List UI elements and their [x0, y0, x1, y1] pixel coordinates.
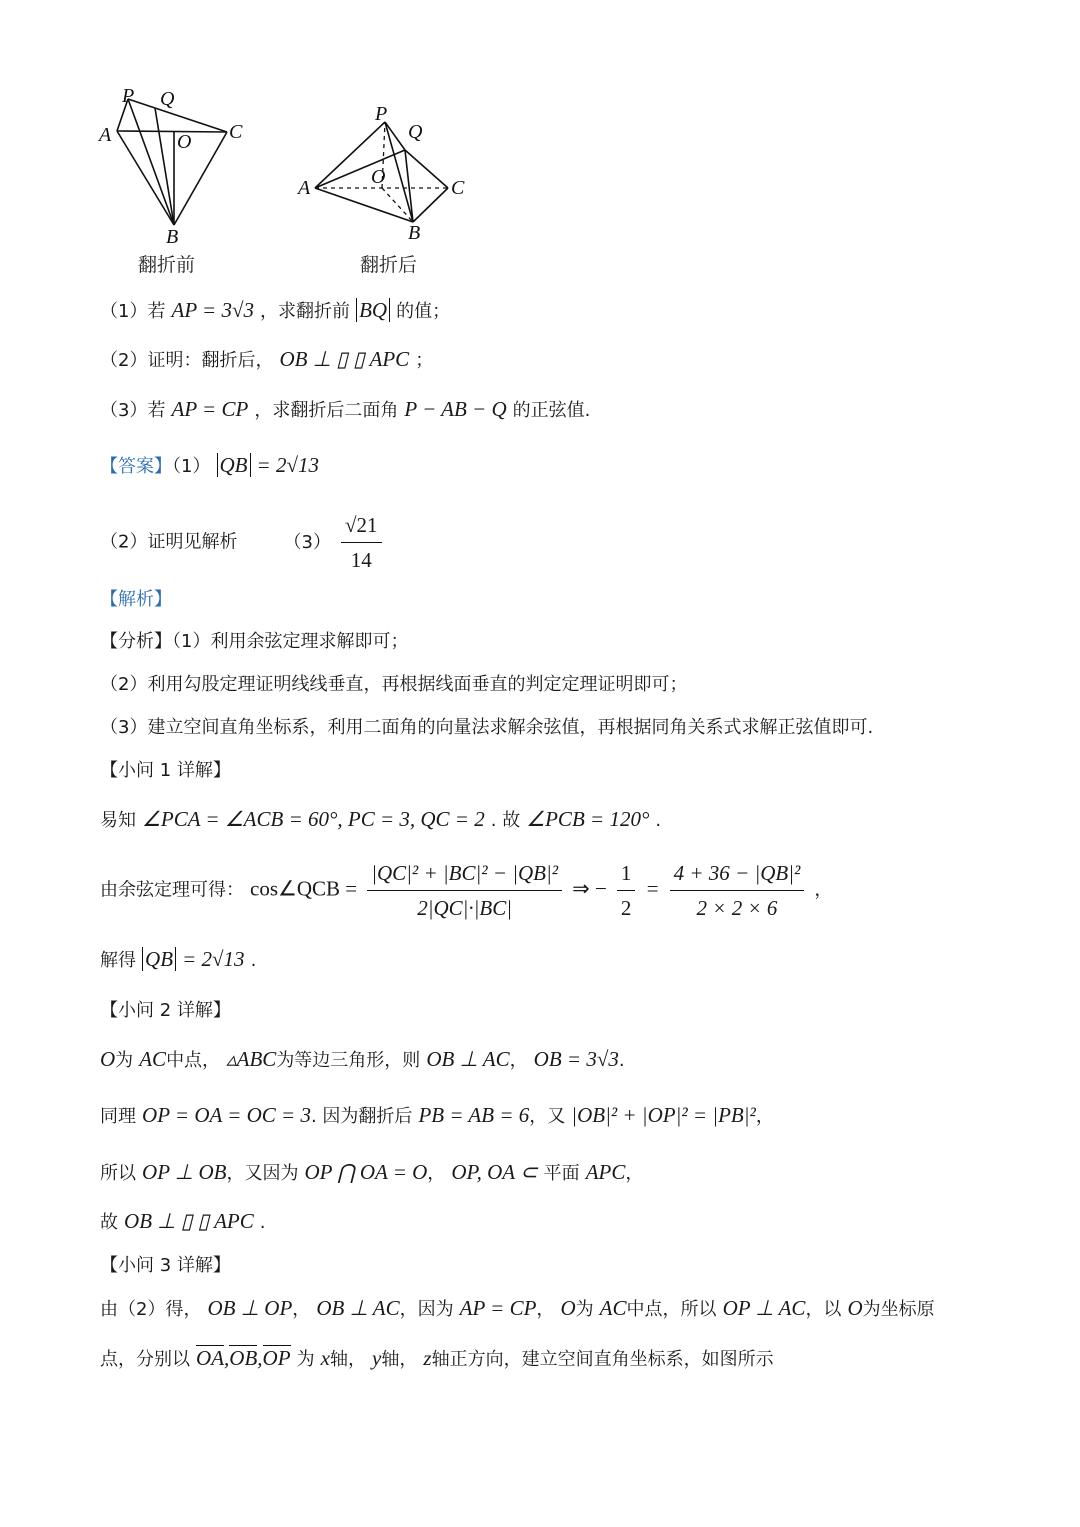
edge-AQ	[315, 150, 405, 188]
half-fraction: $\frac{1}{2}$	[617, 858, 636, 923]
edge-QB	[405, 150, 413, 222]
value-fraction: $\frac{\text{4 + 36 − |QB|²}}{2 \times 2 \times 6}$	[670, 858, 805, 923]
analysis-f2: （2）利用勾股定理证明线线垂直，再根据线面垂直的判定定理证明即可；	[100, 674, 688, 695]
part1-line-1: 易知 ∠PCA = ∠ACB = 60°, PC = 3, QC = 2 . 故 ∠PCB = 120° .	[100, 807, 662, 831]
label-Q: Q	[160, 88, 175, 110]
label-A: A	[298, 177, 311, 199]
part1-line-3: 解得 QB = 2√13 .	[100, 947, 257, 971]
figure-after-caption: 翻折后	[360, 254, 418, 276]
label-O: O	[371, 166, 386, 188]
edge-PQ	[385, 122, 405, 150]
edge-QC	[405, 150, 448, 188]
label-P: P	[375, 103, 388, 125]
question-2: （2）证明：翻折后， OB ⊥ ▯ ▯ APC ；	[100, 347, 434, 371]
figure-after-folding	[295, 100, 475, 245]
part2-line-3: 所以 OP ⊥ OB，又因为 OP ⋂ OA = O， OP, OA ⊂ 平面 APC，	[100, 1160, 644, 1184]
answer-3-fraction: $\frac{√21}{14}$	[341, 510, 382, 575]
edge-QB	[155, 108, 174, 225]
edge-CB	[413, 188, 448, 222]
part2-heading: 【小问 2 详解】	[100, 1000, 231, 1021]
label-C: C	[451, 177, 465, 199]
figures-area	[0, 0, 1080, 290]
question-3: （3）若 AP = CP ，求翻折后二面角 P − AB − Q 的正弦值.	[100, 397, 591, 421]
label-O: O	[177, 131, 192, 153]
edge-PC	[128, 99, 227, 132]
answer-tag: 【答案】	[100, 456, 172, 477]
label-P: P	[122, 85, 135, 107]
figure-before-folding	[95, 85, 265, 245]
part1-line-2: 由余弦定理可得： cos∠QCB = $\frac{\text{|QC|² + |BC|² − |QB|²}}{2|QC|\cdot|BC|}$ ⇒ − $\frac{1}{2}$ = $\frac{\text{4 + 36 − |QB|²}}{2 \times 2 \times 6}$ ，	[100, 858, 832, 923]
edge-AB	[315, 188, 413, 222]
answer-line-2: （2）证明见解析 （3） $\frac{√21}{14}$	[100, 510, 386, 575]
label-Q: Q	[408, 121, 423, 143]
analysis-f1: 【分析】（1）利用余弦定理求解即可；	[100, 631, 409, 652]
label-B: B	[408, 222, 421, 244]
part2-line-4: 故 OB ⊥ ▯ ▯ APC .	[100, 1209, 266, 1233]
figure-before-caption: 翻折前	[138, 254, 196, 276]
label-A: A	[99, 124, 112, 146]
edge-AC	[117, 131, 227, 132]
answer-line-1: 【答案】（1） QB = 2√13	[100, 453, 319, 477]
cosine-fraction: $\frac{\text{|QC|² + |BC|² − |QB|²}}{2|QC|\cdot|BC|}$	[367, 858, 562, 923]
part2-line-2: 同理 OP = OA = OC = 3. 因为翻折后 PB = AB = 6，又 |OB|² + |OP|² = |PB|²，	[100, 1103, 774, 1127]
part3-line-1: 由（2）得， OB ⊥ OP， OB ⊥ AC，因为 AP = CP， O为 AC中点，所以 OP ⊥ AC，以 O为坐标原	[100, 1296, 935, 1320]
part2-line-1: O为 AC中点， ▵ABC为等边三角形，则 OB ⊥ AC， OB = 3√3.	[100, 1047, 625, 1071]
part1-heading: 【小问 1 详解】	[100, 760, 231, 781]
part3-heading: 【小问 3 详解】	[100, 1255, 231, 1276]
label-C: C	[229, 121, 243, 143]
label-B: B	[166, 226, 179, 245]
analysis-tag: 【解析】	[100, 589, 172, 610]
analysis-f3: （3）建立空间直角坐标系，利用二面角的向量法求解余弦值，再根据同角关系式求解正弦值即可.	[100, 717, 874, 738]
question-1: （1）若 AP = 3√3 ，求翻折前 BQ 的值；	[100, 298, 451, 322]
part3-line-2: 点，分别以 OA,OB,OP 为 x轴， y轴， z轴正方向，建立空间直角坐标系，如图所示	[100, 1346, 774, 1370]
